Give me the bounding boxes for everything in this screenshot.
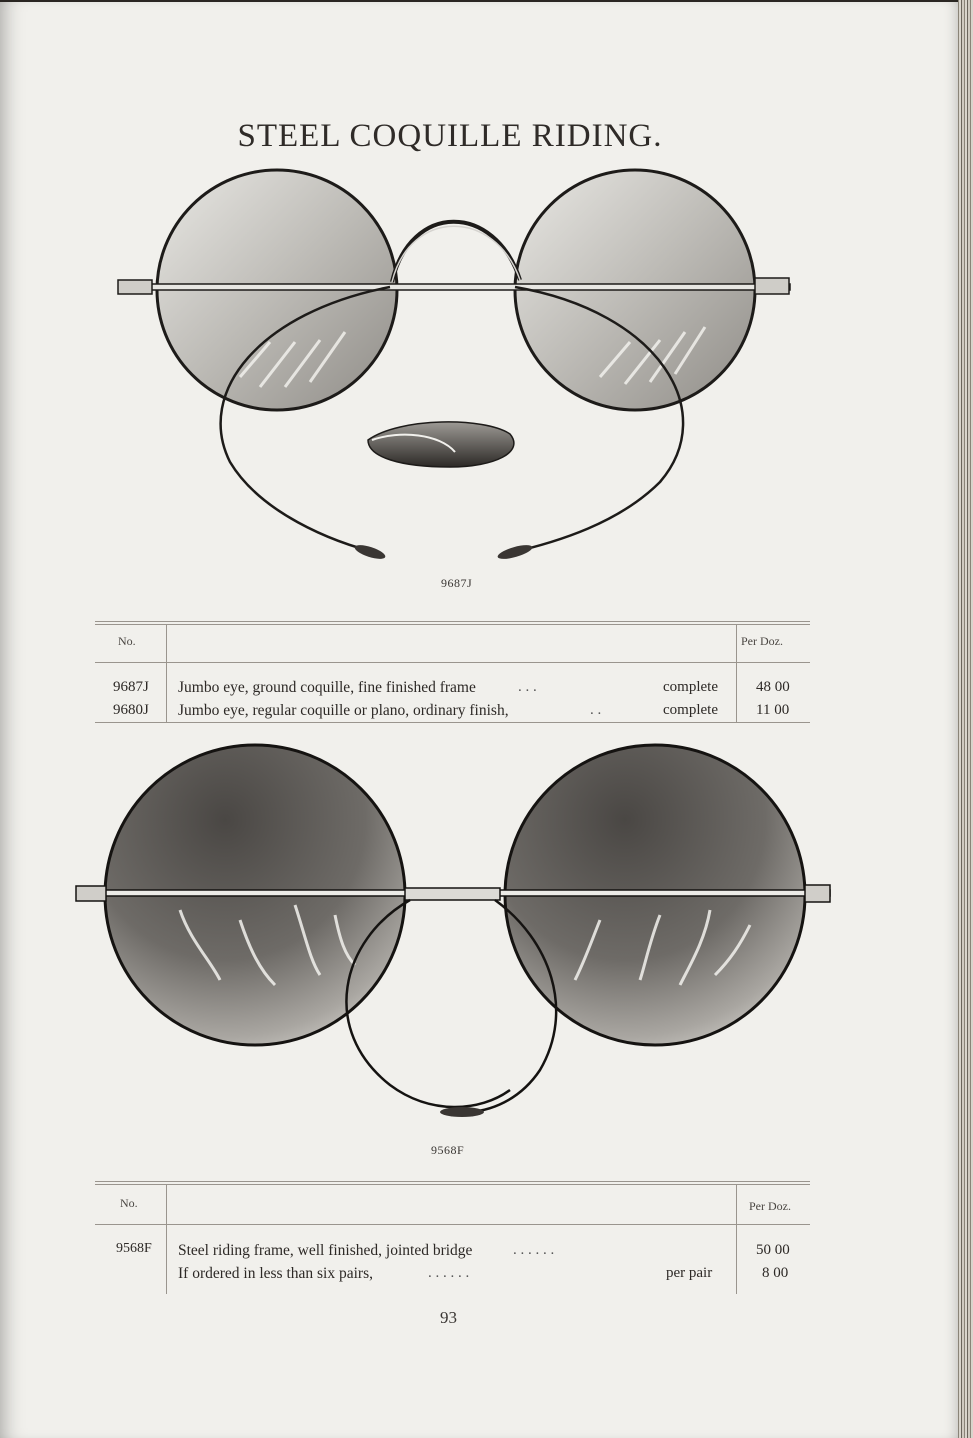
item-unit: complete xyxy=(663,679,718,695)
item-price: 48 00 xyxy=(756,679,790,695)
leader-dots: . . xyxy=(590,702,602,718)
table-rule xyxy=(95,1224,810,1225)
leader-dots: . . . . . . xyxy=(513,1242,555,1258)
figure-caption-9687j: 9687J xyxy=(441,576,473,590)
table-divider xyxy=(166,1184,167,1294)
page-number: 93 xyxy=(440,1308,457,1327)
page-title: STEEL COQUILLE RIDING. xyxy=(237,118,663,154)
column-header-no: No. xyxy=(120,1196,138,1210)
leader-dots: . . . xyxy=(518,679,537,695)
item-price: 11 00 xyxy=(756,702,790,718)
table-divider xyxy=(736,1184,737,1294)
catalog-page xyxy=(0,2,958,1438)
item-price: 50 00 xyxy=(756,1242,790,1258)
item-price: 8 00 xyxy=(762,1265,789,1281)
item-description: Jumbo eye, ground coquille, fine finished frame xyxy=(178,679,476,696)
table-rule xyxy=(95,621,810,622)
item-description: Steel riding frame, well finished, jointed bridge xyxy=(178,1242,473,1259)
leader-dots: . . . . . . xyxy=(428,1265,470,1281)
item-number: 9687J xyxy=(113,679,149,695)
column-header-no: No. xyxy=(118,634,136,648)
item-description: Jumbo eye, regular coquille or plano, ordinary finish, xyxy=(178,702,509,719)
spectacles-9568f-illustration xyxy=(70,740,840,1130)
table-divider xyxy=(736,624,737,722)
item-number: 9568F xyxy=(116,1241,152,1256)
figure-caption-9568f: 9568F xyxy=(431,1143,465,1157)
table-rule xyxy=(95,1184,810,1185)
item-unit: per pair xyxy=(666,1265,713,1281)
item-number: 9680J xyxy=(113,702,149,718)
table-divider xyxy=(166,624,167,722)
spectacles-9687j-illustration xyxy=(100,162,820,582)
item-unit: complete xyxy=(663,702,718,718)
item-description: If ordered in less than six pairs, xyxy=(178,1265,373,1282)
table-rule xyxy=(95,624,810,625)
book-page-edges xyxy=(958,0,973,1438)
table-rule xyxy=(95,722,810,723)
column-header-price: Per Doz. xyxy=(749,1199,791,1213)
column-header-price: Per Doz. xyxy=(741,634,783,648)
table-rule xyxy=(95,1181,810,1182)
table-rule xyxy=(95,662,810,663)
